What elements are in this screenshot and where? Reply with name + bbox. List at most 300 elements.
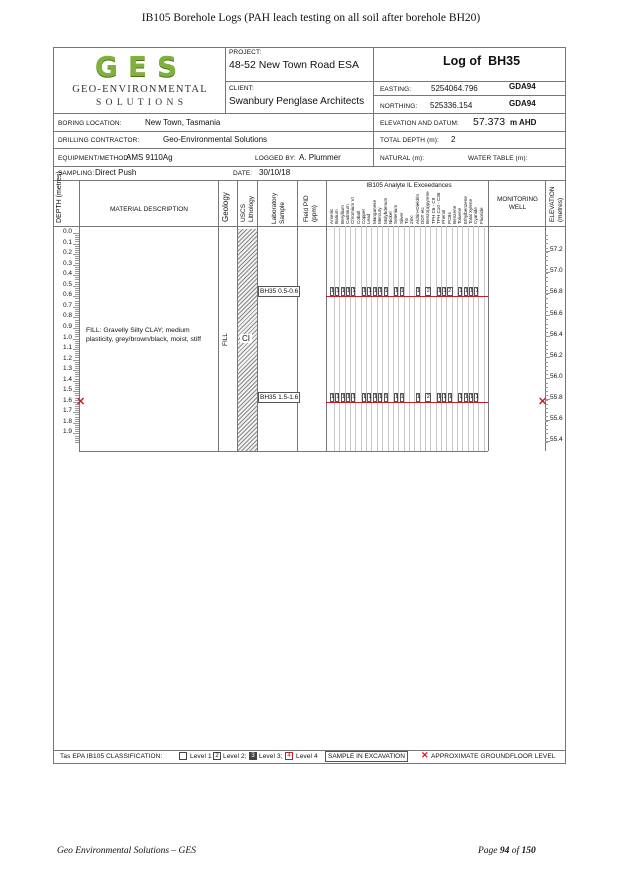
analyte-header: Silver	[398, 212, 404, 224]
depth-tick	[75, 374, 79, 375]
analyte-header: Selenium	[393, 204, 399, 224]
elevation-minor-tick	[545, 416, 548, 417]
elevation-minor-tick	[545, 408, 548, 409]
depth-tick	[75, 294, 79, 295]
elevation-tick-label: 56.0	[550, 372, 563, 380]
depth-tick-label: 1.1	[63, 344, 73, 352]
elevation-minor-tick	[545, 387, 548, 388]
elevation-minor-tick	[545, 421, 548, 422]
depth-tick-label: 0.3	[63, 259, 73, 267]
depth-tick	[75, 442, 79, 443]
boring-location-value: New Town, Tasmania	[145, 118, 221, 127]
analyte-header: Mercury	[377, 207, 383, 224]
elevation-minor-tick	[545, 349, 548, 350]
logo-letters: GES	[94, 50, 188, 83]
exceedance-level-chip: 1	[448, 393, 452, 400]
geology-value: FILL	[222, 332, 229, 346]
exceedance-level-chip: 1	[341, 393, 345, 400]
depth-tick	[73, 254, 79, 255]
lab-sample-label: BH35 0.5-0.6	[260, 288, 299, 296]
depth-tick	[75, 315, 79, 316]
elevation-minor-tick	[545, 362, 548, 363]
depth-tick	[73, 317, 79, 318]
legend-classification-label: Tas EPA IB105 CLASSIFICATION:	[60, 753, 163, 760]
analyte-gridline	[436, 226, 437, 451]
depth-tick	[75, 258, 79, 259]
depth-tick-label: 0.1	[63, 238, 73, 246]
document-title: IB105 Borehole Logs (PAH leach testing on all soil after borehole BH20)	[141, 12, 481, 24]
depth-tick	[75, 235, 79, 236]
exceedance-level-chip: 1	[400, 393, 404, 400]
depth-tick	[75, 290, 79, 291]
exceedance-level-chip: 1	[475, 288, 479, 295]
elevation-minor-tick	[545, 281, 548, 282]
exceedance-level-chip: 1	[384, 288, 388, 295]
depth-tick	[75, 311, 79, 312]
column-field-pid: Field PID (ppm)	[303, 195, 318, 222]
analyte-header: TPH C10 - C36	[436, 192, 441, 224]
column-lab-sample: Laboratory Sample	[271, 192, 286, 224]
equipment-label: EQUIPMENT/METHOD:	[58, 155, 131, 162]
elevation-minor-tick	[545, 269, 548, 270]
depth-tick	[75, 239, 79, 240]
elevation-minor-tick	[545, 303, 548, 304]
depth-tick-label: 1.9	[63, 428, 73, 436]
water-table-label: WATER TABLE (m):	[468, 155, 528, 162]
legend-divider	[53, 750, 566, 751]
exceedance-level-chip: 1	[331, 393, 335, 400]
exceedance-level-chip: 1	[336, 288, 340, 295]
exceedance-level-chip: 1	[416, 393, 420, 400]
depth-tick	[75, 417, 79, 418]
elevation-label: ELEVATION AND DATUM:	[380, 120, 459, 127]
column-material: MATERIAL DESCRIPTION	[109, 206, 188, 213]
depth-tick	[75, 277, 79, 278]
elevation-minor-tick	[545, 412, 548, 413]
depth-tick	[75, 343, 79, 344]
analyte-header: Molybdenum	[382, 197, 388, 224]
depth-tick	[75, 237, 79, 238]
depth-tick	[75, 345, 79, 346]
company-logo	[60, 50, 220, 110]
analyte-header: Phenol	[441, 209, 447, 224]
depth-tick	[75, 355, 79, 356]
depth-tick	[73, 275, 79, 276]
depth-tick	[75, 379, 79, 380]
depth-tick	[73, 412, 79, 413]
analyte-header: Fluoride	[478, 207, 484, 224]
exceedance-level-chip: 1	[470, 288, 474, 295]
divider	[53, 131, 566, 132]
exceedance-level-chip: 1	[331, 288, 335, 295]
legend-level1-box	[179, 752, 187, 760]
depth-tick	[75, 303, 79, 304]
analyte-gridline	[404, 226, 405, 451]
divider	[53, 180, 566, 181]
depth-tick	[73, 349, 79, 350]
depth-tick	[75, 298, 79, 299]
column-divider	[79, 180, 80, 451]
exceedance-level-chip: 1	[336, 393, 340, 400]
exceedance-level-chip: 1	[459, 288, 463, 295]
elevation-minor-tick	[545, 353, 548, 354]
exceedance-level-chip: 2	[426, 288, 430, 295]
elevation-minor-tick	[545, 265, 548, 266]
analyte-gridline	[388, 226, 389, 451]
depth-tick-label: 0.4	[63, 270, 73, 278]
depth-tick	[75, 284, 79, 285]
depth-tick	[75, 341, 79, 342]
depth-tick-label: 0.6	[63, 291, 73, 299]
exceedance-level-chip: 1	[352, 288, 356, 295]
analyte-gridline	[473, 226, 474, 451]
divider	[225, 47, 226, 113]
exceedance-level-chip: 1	[368, 393, 372, 400]
exceedance-level-chip: 1	[438, 288, 442, 295]
divider	[53, 148, 566, 149]
depth-tick	[75, 241, 79, 242]
elevation-minor-tick	[545, 324, 548, 325]
column-divider	[257, 180, 258, 451]
elevation-minor-tick	[545, 298, 548, 299]
column-depth: DEPTH (metres)	[56, 171, 63, 223]
elevation-tick-label: 57.0	[550, 267, 563, 275]
elevation-minor-tick	[545, 378, 548, 379]
analyte-gridline	[457, 226, 458, 451]
easting-datum: GDA94	[509, 82, 536, 91]
depth-tick	[73, 381, 79, 382]
exceedance-level-chip: 1	[464, 288, 468, 295]
log-bottom	[79, 451, 488, 452]
sampling-label: SAMPLING:	[58, 170, 95, 177]
analyte-header: Total Xylene	[468, 198, 474, 224]
depth-tick	[75, 248, 79, 249]
analyte-gridline	[478, 226, 479, 451]
depth-tick-label: 0.7	[63, 301, 73, 309]
analyte-header: Lead	[366, 213, 372, 224]
depth-tick	[75, 351, 79, 352]
analyte-gridline	[345, 226, 346, 451]
depth-tick-label: 0.8	[63, 312, 73, 320]
total-depth-value: 2	[451, 135, 456, 144]
easting-value: 5254064.796	[431, 84, 478, 93]
project-value: 48-52 New Town Road ESA	[229, 59, 359, 71]
depth-tick	[75, 288, 79, 289]
groundfloor-marker-left: ✕	[76, 395, 86, 408]
analyte-header: TPH C6 - C9	[430, 197, 436, 224]
elevation-minor-tick	[545, 357, 548, 358]
analyte-gridline	[414, 226, 415, 451]
analyte-gridline	[371, 226, 372, 451]
total-depth-label: TOTAL DEPTH (m):	[380, 137, 439, 144]
depth-tick-label: 0.0	[63, 228, 73, 235]
depth-tick	[75, 389, 79, 390]
exceedance-level-chip: 1	[400, 288, 404, 295]
depth-tick	[75, 320, 79, 321]
equipment-value: AMS 9110Ag	[126, 153, 173, 162]
elevation-tick-label: 56.4	[550, 330, 563, 338]
depth-tick-label: 0.9	[63, 322, 73, 330]
depth-tick	[75, 383, 79, 384]
depth-tick-label: 0.2	[63, 249, 73, 257]
elevation-minor-tick	[545, 328, 548, 329]
easting-label: EASTING:	[380, 86, 412, 93]
analyte-header: DDT etc	[419, 207, 425, 224]
depth-tick	[75, 292, 79, 293]
legend-level2: Level 2;	[223, 753, 247, 760]
analyte-gridline	[446, 226, 447, 451]
depth-tick	[73, 233, 79, 234]
elevation-minor-tick	[545, 425, 548, 426]
elevation-minor-tick	[545, 239, 548, 240]
depth-tick	[75, 313, 79, 314]
depth-tick	[73, 370, 79, 371]
exceedance-level-chip: 2	[426, 393, 430, 400]
depth-tick	[75, 436, 79, 437]
depth-tick	[75, 256, 79, 257]
sample-depth-line	[326, 296, 488, 297]
analyte-header: Chromium VI	[350, 197, 356, 224]
depth-tick	[73, 244, 79, 245]
logged-by-label: LOGGED BY:	[255, 155, 296, 162]
depth-tick	[75, 334, 79, 335]
elevation-minor-tick	[545, 438, 548, 439]
analyte-gridline	[350, 226, 351, 451]
exceedance-level-chip: 1	[341, 288, 345, 295]
depth-tick	[73, 339, 79, 340]
analyte-gridline	[366, 226, 367, 451]
exceedance-level-chip: 1	[475, 393, 479, 400]
exceedance-level-chip: 1	[373, 393, 377, 400]
depth-tick	[75, 267, 79, 268]
exceedance-level-chip: 1	[363, 393, 367, 400]
depth-tick	[75, 324, 79, 325]
depth-tick	[75, 326, 79, 327]
uscs-value: CI	[242, 334, 250, 343]
legend-level1: Level 1	[190, 753, 212, 760]
elevation-minor-tick	[545, 315, 548, 316]
analyte-header: Tin	[403, 217, 409, 224]
elevation-minor-tick	[545, 286, 548, 287]
depth-tick	[75, 429, 79, 430]
elevation-minor-tick	[545, 294, 548, 295]
analyte-gridline	[462, 226, 463, 451]
elevation-minor-tick	[545, 345, 548, 346]
depth-tick-label: 1.0	[63, 333, 73, 341]
analyte-gridline	[382, 226, 383, 451]
northing-label: NORTHING:	[380, 103, 418, 110]
logo-line1: GEO-ENVIRONMENTAL	[72, 84, 208, 95]
analyte-header: Manganese	[371, 199, 377, 224]
exceedance-level-chip: 1	[395, 288, 399, 295]
exceedance-level-chip: 1	[368, 288, 372, 295]
page-total: 150	[521, 846, 536, 856]
exceedance-level-chip: 1	[347, 393, 351, 400]
elevation-minor-tick	[545, 256, 548, 257]
elevation-minor-tick	[545, 370, 548, 371]
depth-tick	[75, 366, 79, 367]
exceedance-level-chip: 1	[384, 393, 388, 400]
analyte-gridline	[468, 226, 469, 451]
drilling-contractor-value: Geo-Environmental Solutions	[163, 135, 268, 144]
legend-level4: Level 4	[296, 753, 318, 760]
elevation-minor-tick	[545, 252, 548, 253]
depth-tick	[75, 246, 79, 247]
depth-tick-label: 1.4	[63, 375, 73, 383]
depth-tick-label: 1.3	[63, 365, 73, 373]
depth-tick	[75, 260, 79, 261]
depth-tick	[75, 279, 79, 280]
analyte-header: PCBs	[446, 212, 452, 224]
groundfloor-marker-right: ✕	[538, 395, 548, 408]
log-title: Log of BH35	[443, 54, 521, 68]
depth-tick	[75, 419, 79, 420]
analyte-gridline	[355, 226, 356, 451]
elevation-minor-tick	[545, 273, 548, 274]
elevation-minor-tick	[545, 277, 548, 278]
depth-tick	[73, 328, 79, 329]
analyte-header: Toluene	[457, 207, 463, 224]
natural-label: NATURAL (m):	[380, 155, 425, 162]
analyte-header: Benzo(a)pyrene	[425, 191, 431, 224]
depth-tick	[75, 269, 79, 270]
legend-groundfloor-icon: ✕	[421, 750, 429, 760]
legend-level3: Level 3;	[259, 753, 283, 760]
analyte-header: Barium	[334, 209, 340, 224]
analyte-gridline	[398, 226, 399, 451]
depth-tick	[75, 372, 79, 373]
lab-sample-label: BH35 1.5-1.6	[260, 393, 299, 401]
depth-tick	[73, 433, 79, 434]
column-divider	[218, 180, 219, 451]
exceedance-level-chip: 1	[379, 393, 383, 400]
elevation-minor-tick	[545, 235, 548, 236]
elevation-minor-tick	[545, 332, 548, 333]
divider	[373, 95, 566, 96]
elevation-tick-label: 56.2	[550, 351, 563, 359]
depth-tick	[75, 305, 79, 306]
exceedance-level-chip: 1	[470, 393, 474, 400]
legend-sample-in-excavation: SAMPLE IN EXCAVATION	[325, 751, 408, 762]
exceedance-level-chip: 1	[395, 393, 399, 400]
analyte-gridline	[377, 226, 378, 451]
logged-by-value: A. Plummer	[299, 153, 341, 162]
elevation-unit: m AHD	[510, 118, 537, 127]
depth-tick	[75, 387, 79, 388]
depth-tick	[75, 425, 79, 426]
analyte-gridline	[393, 226, 394, 451]
depth-tick	[75, 263, 79, 264]
client-value: Swanbury Penglase Architects	[229, 96, 365, 107]
depth-tick-label: 1.5	[63, 386, 73, 394]
analyte-gridline	[361, 226, 362, 451]
analyte-header: Cadmium	[345, 204, 351, 224]
depth-tick	[73, 265, 79, 266]
depth-tick	[75, 322, 79, 323]
analyte-gridline	[441, 226, 442, 451]
divider	[53, 166, 566, 167]
column-monitoring-well: MONITORING WELL	[497, 196, 538, 211]
divider	[53, 113, 566, 114]
analyte-gridline	[420, 226, 421, 451]
depth-tick	[73, 360, 79, 361]
elevation-minor-tick	[545, 433, 548, 434]
exceedance-level-chip: 1	[443, 393, 447, 400]
depth-tick	[75, 376, 79, 377]
elevation-minor-tick	[545, 391, 548, 392]
depth-tick	[73, 423, 79, 424]
depth-tick	[75, 357, 79, 358]
elevation-tick-label: 55.4	[550, 436, 563, 444]
analyte-header: Cyanide	[473, 207, 479, 224]
depth-tick	[75, 271, 79, 272]
elevation-minor-tick	[545, 366, 548, 367]
column-elevation: ELEVATION (metres)	[549, 186, 564, 222]
exceedance-level-chip: 1	[459, 393, 463, 400]
page-current: 94	[499, 846, 510, 856]
depth-tick	[73, 307, 79, 308]
elevation-value: 57.373	[473, 116, 506, 128]
elevation-minor-tick	[545, 442, 548, 443]
analyte-header: Cobalt	[355, 210, 361, 224]
depth-tick	[75, 410, 79, 411]
footer-page-number	[478, 846, 536, 856]
depth-tick	[73, 296, 79, 297]
drilling-contractor-label: DRILLING CONTRACTOR:	[58, 137, 140, 144]
divider	[53, 226, 566, 227]
depth-tick	[75, 431, 79, 432]
depth-tick	[75, 301, 79, 302]
elevation-tick-label: 56.6	[550, 309, 563, 317]
depth-tick	[75, 282, 79, 283]
legend-level3-box: 3	[249, 752, 257, 760]
exceedance-level-chip: 2	[448, 288, 452, 295]
page-prefix: Page	[478, 846, 498, 856]
depth-tick	[75, 330, 79, 331]
depth-tick	[75, 353, 79, 354]
exceedance-level-chip: 1	[416, 288, 420, 295]
analyte-gridline	[339, 226, 340, 451]
analyte-gridline	[484, 226, 485, 451]
analyte-gridline	[334, 226, 335, 451]
analyte-header: Zinc	[409, 215, 415, 224]
column-uscs: USCS Lithology	[240, 195, 255, 222]
depth-tick	[75, 440, 79, 441]
analyte-gridline	[425, 226, 426, 451]
exceedance-level-chip: 1	[438, 393, 442, 400]
depth-tick	[75, 336, 79, 337]
northing-datum: GDA94	[509, 99, 536, 108]
column-exceedances: IB105 Analyte IL Exceedances	[366, 182, 452, 189]
depth-tick	[75, 347, 79, 348]
project-label: PROJECT:	[229, 49, 262, 56]
divider	[373, 47, 374, 166]
legend-level4-box: 4	[285, 752, 293, 760]
depth-tick-label: 1.2	[63, 354, 73, 362]
exceedance-level-chip: 1	[373, 288, 377, 295]
depth-tick	[75, 309, 79, 310]
depth-tick	[73, 286, 79, 287]
analyte-gridline	[409, 226, 410, 451]
column-divider	[326, 180, 327, 451]
analyte-header: Benzene	[452, 205, 458, 224]
analyte-gridline	[452, 226, 453, 451]
footer-organisation: Geo Environmental Solutions – GES	[57, 846, 196, 856]
client-label: CLIENT:	[229, 85, 254, 92]
date-label: DATE:	[233, 170, 253, 177]
depth-tick	[75, 250, 79, 251]
exceedance-level-chip: 1	[464, 393, 468, 400]
